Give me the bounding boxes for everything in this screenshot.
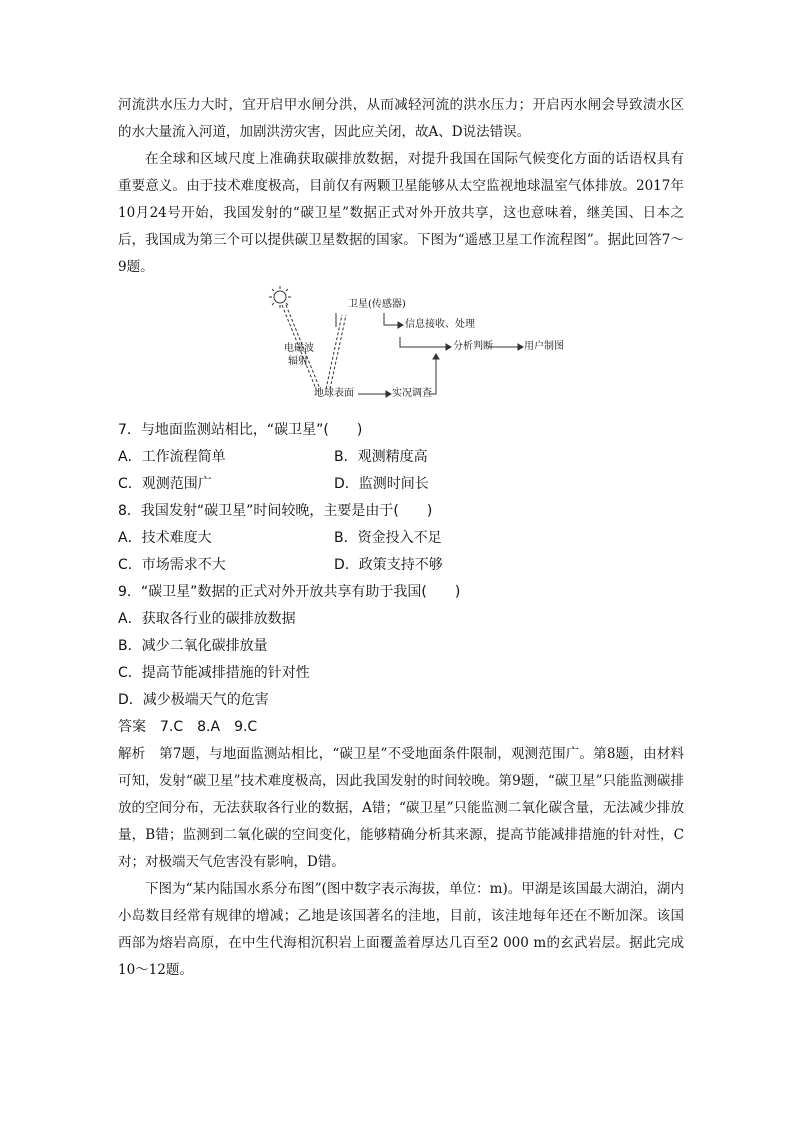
question-8 — [118, 498, 684, 579]
option-d: D．减少极端天气的危害 — [118, 692, 269, 708]
option-c: C．观测范围广 — [118, 476, 212, 492]
label-emr-2: 辐射 — [288, 356, 308, 367]
option-a: A．获取各行业的碳排放数据 — [118, 611, 296, 627]
option-b: B．观测精度高 — [334, 449, 428, 465]
option-a: A．工作流程简单 — [118, 449, 226, 465]
remote-sensing-flowchart — [260, 285, 564, 413]
label-earth: 地球表面 — [314, 388, 354, 399]
sun-icon — [269, 286, 291, 308]
option-d: D．监测时间长 — [334, 476, 429, 492]
option-b: B．减少二氧化碳排放量 — [118, 638, 268, 654]
label-emr-1: 电磁波 — [284, 343, 314, 354]
option-c: C．市场需求不大 — [118, 557, 226, 573]
label-analysis: 分析判断 — [453, 341, 493, 352]
answer-line: 答案 7.C 8.A 9.C — [118, 719, 258, 735]
option-d: D．政策支持不够 — [334, 557, 443, 573]
question-9 — [118, 579, 684, 714]
next-passage: 下图为“某内陆国水系分布图”(图中数字表示海拔，单位：m)。甲湖是该国最大湖泊，湖内小岛数目经常有规律的增减；乙地是该国著名的洼地，目前，该洼地每年还在不断加深。该国西部为熔岩高原，在中生代海相沉积岩上面覆盖着厚达几百至2 000 m的玄武岩层。据此完成10～12题。 — [118, 881, 684, 978]
intro-paragraph-1: 河流洪水压力大时，宜开启甲水闸分洪，从而减轻河流的洪水压力；开启丙水闸会导致渍水区的水大量流入河道，加剧洪涝灾害，因此应关闭，故A、D说法错误。 — [118, 97, 684, 140]
document-page — [118, 92, 684, 984]
label-user: 用户制图 — [524, 341, 564, 352]
question-stem: 8．我国发射“碳卫星”时间较晚，主要是由于( ) — [118, 503, 433, 519]
label-satellite: 卫星(传感器) — [348, 299, 406, 310]
question-7 — [118, 417, 684, 498]
question-stem: 9．“碳卫星”数据的正式对外开放共享有助于我国( ) — [118, 584, 461, 600]
label-receive: 信息接收、处理 — [405, 319, 475, 330]
option-a: A．技术难度大 — [118, 530, 212, 546]
question-stem: 7．与地面监测站相比，“碳卫星”( ) — [118, 422, 363, 438]
option-c: C．提高节能减排措施的针对性 — [118, 665, 310, 681]
label-survey: 实况调查 — [392, 388, 432, 399]
option-b: B．资金投入不足 — [334, 530, 442, 546]
analysis-paragraph: 解析 第7题，与地面监测站相比，“碳卫星”不受地面条件限制，观测范围广。第8题，由材料可知，发射“碳卫星”技术难度极高，因此我国发射的时间较晚。第9题，“碳卫星”只能监测碳排放的空间分布，无法获取各行业的数据，A错；“碳卫星”只能监测二氧化碳含量，无法减少排放量，B错；监测到二氧化碳的空间变化，能够精确分析其来源，提高节能减排措施的针对性，C对；对极端天气危害没有影响，D错。 — [118, 746, 684, 870]
intro-paragraph-2: 在全球和区域尺度上准确获取碳排放数据，对提升我国在国际气候变化方面的话语权具有重要意义。由于技术难度极高，目前仅有两颗卫星能够从太空监视地球温室气体排放。2017年10月24号开始，我国发射的“碳卫星”数据正式对外开放共享，这也意味着，继美国、日本之后，我国成为第三个可以提供碳卫星数据的国家。下图为“遥感卫星工作流程图”。据此回答7～9题。 — [118, 151, 684, 275]
